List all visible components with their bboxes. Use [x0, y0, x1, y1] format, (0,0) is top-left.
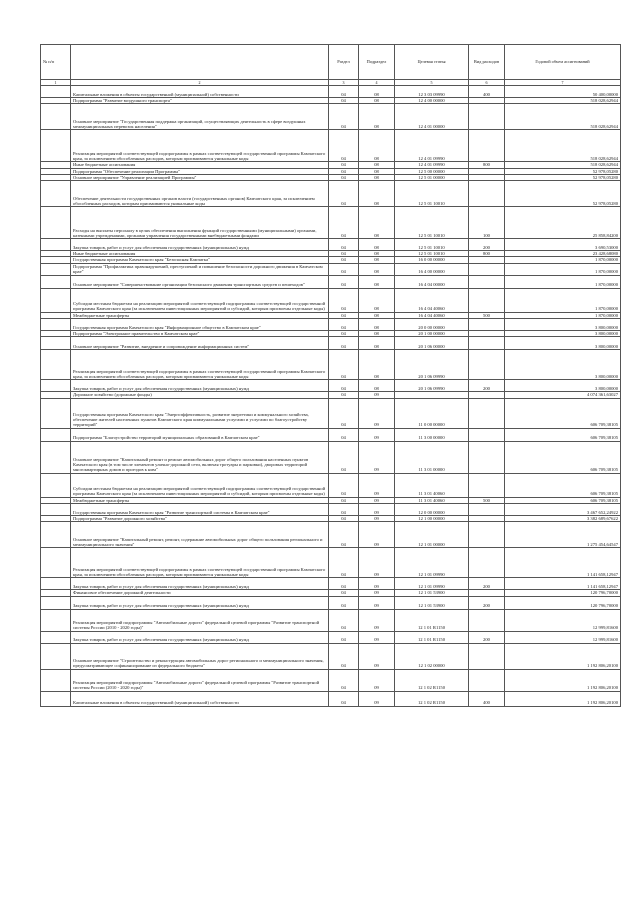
table-row — [41, 578, 621, 590]
table-row — [41, 669, 621, 691]
row-name-cell: Капитальные вложения в объекты государственной (муниципальной) собственности — [71, 691, 329, 706]
row-razdel-cell: 04 — [329, 691, 359, 706]
row-name-cell: Капитальные вложения в объекты государственной (муниципальной) собственности — [71, 86, 329, 98]
table-row — [41, 319, 621, 331]
row-number-cell — [41, 86, 71, 98]
row-amount-cell: 3 800,00000 — [505, 380, 621, 392]
row-razdel-cell: 04 — [329, 337, 359, 350]
table-row — [41, 288, 621, 312]
row-amount-cell: 1 192 806,20100 — [505, 691, 621, 706]
row-podrazdel-cell: 08 — [359, 312, 395, 318]
row-podrazdel-cell: 08 — [359, 168, 395, 174]
row-expense-type-cell — [469, 319, 505, 331]
row-target-article-cell: 12 5 01 10010 — [395, 181, 469, 207]
row-podrazdel-cell: 08 — [359, 174, 395, 180]
row-amount-cell: 1 870,00000 — [505, 275, 621, 288]
row-number-cell — [41, 130, 71, 162]
row-expense-type-cell — [469, 398, 505, 428]
row-podrazdel-cell: 09 — [359, 497, 395, 503]
table-header-row — [41, 45, 621, 80]
row-podrazdel-cell: 08 — [359, 257, 395, 263]
row-razdel-cell: 04 — [329, 643, 359, 669]
row-number-cell — [41, 503, 71, 515]
row-name-cell: Государственная программа Камчатского края "Энергоэффективность, развитие энергетики и коммунального хозяйства, обеспечение жителей населенных пунктов Камчатского края коммунальными услугами и услугами по благоустройству территорий" — [71, 398, 329, 428]
row-podrazdel-cell: 08 — [359, 86, 395, 98]
row-target-article-cell: 12 1 01 53900 — [395, 596, 469, 609]
row-number-cell — [41, 104, 71, 130]
row-name-cell: Реализация мероприятий подпрограммы "Автомобильные дороги" федеральной целевой программы "Развитие транспортной системы России (2010 - 2020 годы)" — [71, 669, 329, 691]
row-podrazdel-cell: 09 — [359, 631, 395, 643]
row-target-article-cell: 16 4 04 40060 — [395, 312, 469, 318]
row-amount-cell: 518 028,62944 — [505, 162, 621, 168]
row-name-cell: Основное мероприятие "Капитальный ремонт, ремонт, содержание автомобильных дорог общего пользования регионального и межмуниципального значения" — [71, 522, 329, 548]
row-expense-type-cell — [469, 350, 505, 380]
row-razdel-cell: 04 — [329, 441, 359, 473]
row-razdel-cell: 04 — [329, 398, 359, 428]
row-amount-cell: 3 467 652,24922 — [505, 503, 621, 515]
row-target-article-cell: 12 1 02 R1150 — [395, 669, 469, 691]
row-podrazdel-cell: 09 — [359, 669, 395, 691]
row-expense-type-cell — [469, 609, 505, 631]
row-razdel-cell: 04 — [329, 380, 359, 392]
row-amount-cell: 606 709,38105 — [505, 473, 621, 497]
table-row — [41, 337, 621, 350]
row-name-cell: Подпрограмма "Развитие дорожного хозяйства" — [71, 515, 329, 521]
row-target-article-cell: 11 3 01 40060 — [395, 473, 469, 497]
row-podrazdel-cell: 09 — [359, 643, 395, 669]
row-target-article-cell: 16 4 00 00000 — [395, 263, 469, 275]
row-name-cell: Межбюджетные трансферты — [71, 497, 329, 503]
row-number-cell — [41, 596, 71, 609]
row-amount-cell: 4 074 361,63027 — [505, 392, 621, 398]
row-number-cell — [41, 578, 71, 590]
row-expense-type-cell — [469, 181, 505, 207]
row-name-cell: Закупка товаров, работ и услуг для обеспечения государственных (муниципальных) нужд — [71, 578, 329, 590]
row-razdel-cell: 04 — [329, 548, 359, 578]
row-number-cell — [41, 643, 71, 669]
row-razdel-cell: 04 — [329, 578, 359, 590]
row-amount-cell: 52 978,05280 — [505, 174, 621, 180]
row-expense-type-cell — [469, 337, 505, 350]
row-target-article-cell: 12 5 01 10010 — [395, 251, 469, 257]
row-amount-cell: 606 709,38105 — [505, 398, 621, 428]
row-number-cell — [41, 239, 71, 251]
row-expense-type-cell: 200 — [469, 380, 505, 392]
row-number-cell — [41, 428, 71, 441]
row-target-article-cell: 12 1 02 R1150 — [395, 691, 469, 706]
row-razdel-cell: 04 — [329, 473, 359, 497]
row-name-cell: Иные бюджетные ассигнования — [71, 162, 329, 168]
row-podrazdel-cell: 09 — [359, 578, 395, 590]
row-razdel-cell: 04 — [329, 174, 359, 180]
row-number-cell — [41, 609, 71, 631]
row-name-cell: Реализация мероприятий подпрограммы "Автомобильные дороги" федеральной целевой программы "Развитие транспортной системы России (2010 - 2020 годы)" — [71, 609, 329, 631]
row-name-cell: Государственная программа Камчатского края "Информационное общество в Камчатском крае" — [71, 319, 329, 331]
row-expense-type-cell: 800 — [469, 162, 505, 168]
row-podrazdel-cell: 09 — [359, 596, 395, 609]
row-podrazdel-cell: 09 — [359, 392, 395, 398]
row-expense-type-cell: 400 — [469, 86, 505, 98]
row-target-article-cell: 12 4 01 00000 — [395, 104, 469, 130]
table-row — [41, 207, 621, 239]
row-amount-cell: 606 709,38105 — [505, 497, 621, 503]
row-amount-cell: 3 690,53000 — [505, 239, 621, 251]
row-name-cell: Государственная программа Камчатского края "Безопасная Камчатка" — [71, 257, 329, 263]
row-name-cell: Основное мероприятие "Управление реализацией Программы" — [71, 174, 329, 180]
row-expense-type-cell — [469, 104, 505, 130]
row-expense-type-cell — [469, 428, 505, 441]
row-number-cell — [41, 548, 71, 578]
row-target-article-cell: 12 1 01 53900 — [395, 590, 469, 596]
row-target-article-cell: 11 3 00 00000 — [395, 428, 469, 441]
row-razdel-cell: 04 — [329, 515, 359, 521]
row-name-cell: Основное мероприятие "Развитие, внедрение и сопровождение информационных систем" — [71, 337, 329, 350]
row-podrazdel-cell: 08 — [359, 319, 395, 331]
header-razdel: Раздел — [329, 45, 359, 80]
row-razdel-cell: 04 — [329, 590, 359, 596]
table-row — [41, 522, 621, 548]
row-razdel-cell: 04 — [329, 288, 359, 312]
row-expense-type-cell — [469, 643, 505, 669]
table-row — [41, 691, 621, 706]
row-name-cell: Закупка товаров, работ и услуг для обеспечения государственных (муниципальных) нужд — [71, 631, 329, 643]
row-amount-cell: 12 999,81600 — [505, 631, 621, 643]
row-expense-type-cell — [469, 263, 505, 275]
row-amount-cell: 3 800,00000 — [505, 337, 621, 350]
header-num: № п/п — [41, 45, 71, 80]
row-podrazdel-cell: 09 — [359, 473, 395, 497]
row-expense-type-cell: 500 — [469, 312, 505, 318]
row-number-cell — [41, 275, 71, 288]
row-podrazdel-cell: 08 — [359, 331, 395, 337]
row-razdel-cell: 04 — [329, 503, 359, 515]
row-amount-cell: 1 141 658,12947 — [505, 548, 621, 578]
row-name-cell: Финансовое обеспечение дорожной деятельности — [71, 590, 329, 596]
row-podrazdel-cell: 08 — [359, 263, 395, 275]
table-row — [41, 275, 621, 288]
column-number: 6 — [469, 80, 505, 86]
row-podrazdel-cell: 09 — [359, 522, 395, 548]
row-name-cell: Основное мероприятие "Строительство и реконструкция автомобильных дорог регионального и межмуниципального значения, предусматривающее софинансирование из федерального бюджета" — [71, 643, 329, 669]
row-target-article-cell: 11 3 01 00000 — [395, 441, 469, 473]
row-expense-type-cell: 400 — [469, 691, 505, 706]
row-name-cell: Обеспечение деятельности государственных органов власти (государственных органов) Камчатского края, за исключением обособленных расходов, которым присваиваются уникальные коды — [71, 181, 329, 207]
row-podrazdel-cell: 08 — [359, 380, 395, 392]
row-podrazdel-cell: 08 — [359, 337, 395, 350]
table-row — [41, 631, 621, 643]
header-name — [71, 45, 329, 80]
row-podrazdel-cell: 08 — [359, 275, 395, 288]
table-row — [41, 398, 621, 428]
row-name-cell: Иные бюджетные ассигнования — [71, 251, 329, 257]
row-razdel-cell: 04 — [329, 319, 359, 331]
row-number-cell — [41, 263, 71, 275]
row-amount-cell: 1 275 454,64547 — [505, 522, 621, 548]
row-target-article-cell: 20 1 06 09990 — [395, 350, 469, 380]
table-row — [41, 548, 621, 578]
row-podrazdel-cell: 09 — [359, 548, 395, 578]
row-amount-cell: 3 382 689,67622 — [505, 515, 621, 521]
row-name-cell: Реализация мероприятий соответствующей подпрограммы в рамках соответствующей государственной программы Камчатского края, за исключением обособленных расходов, которым присваиваются уникальные коды — [71, 548, 329, 578]
header-target-article: Целевая статья — [395, 45, 469, 80]
row-number-cell — [41, 288, 71, 312]
row-amount-cell: 518 028,62944 — [505, 98, 621, 104]
table-row — [41, 104, 621, 130]
row-expense-type-cell: 800 — [469, 251, 505, 257]
row-amount-cell: 518 028,62944 — [505, 104, 621, 130]
row-name-cell: Подпрограмма "Обеспечение реализации Программы" — [71, 168, 329, 174]
row-razdel-cell: 04 — [329, 609, 359, 631]
row-expense-type-cell: 200 — [469, 239, 505, 251]
row-number-cell — [41, 522, 71, 548]
row-target-article-cell: 16 4 04 00000 — [395, 275, 469, 288]
row-target-article-cell: 12 5 01 00000 — [395, 174, 469, 180]
row-name-cell: Подпрограмма "Электронное правительство в Камчатском крае" — [71, 331, 329, 337]
table-row — [41, 503, 621, 515]
row-number-cell — [41, 441, 71, 473]
row-number-cell — [41, 337, 71, 350]
row-podrazdel-cell: 08 — [359, 162, 395, 168]
row-razdel-cell: 04 — [329, 275, 359, 288]
row-target-article-cell: 12 0 00 00000 — [395, 503, 469, 515]
row-podrazdel-cell: 08 — [359, 181, 395, 207]
row-target-article-cell: 11 0 00 00000 — [395, 398, 469, 428]
row-number-cell — [41, 691, 71, 706]
row-number-cell — [41, 473, 71, 497]
row-target-article-cell: 12 1 01 R1150 — [395, 609, 469, 631]
row-target-article-cell: 12 1 01 00000 — [395, 522, 469, 548]
row-razdel-cell: 04 — [329, 263, 359, 275]
row-podrazdel-cell: 08 — [359, 207, 395, 239]
row-expense-type-cell — [469, 522, 505, 548]
row-name-cell: Закупка товаров, работ и услуг для обеспечения государственных (муниципальных) нужд — [71, 596, 329, 609]
row-name-cell: Дорожное хозяйство (дорожные фонды) — [71, 392, 329, 398]
column-number: 7 — [505, 80, 621, 86]
row-podrazdel-cell: 09 — [359, 503, 395, 515]
row-expense-type-cell — [469, 473, 505, 497]
row-name-cell: Основное мероприятие "Государственная поддержка организаций, осуществляющих деятельность в сфере воздушных межмуниципальных перевозок населения" — [71, 104, 329, 130]
row-amount-cell: 12 999,81600 — [505, 609, 621, 631]
row-razdel-cell: 04 — [329, 251, 359, 257]
row-expense-type-cell: 200 — [469, 596, 505, 609]
table-row — [41, 86, 621, 98]
row-razdel-cell: 04 — [329, 669, 359, 691]
row-razdel-cell: 04 — [329, 331, 359, 337]
row-number-cell — [41, 398, 71, 428]
row-podrazdel-cell: 09 — [359, 398, 395, 428]
row-amount-cell: 606 709,38105 — [505, 441, 621, 473]
row-podrazdel-cell: 08 — [359, 350, 395, 380]
row-name-cell: Основное мероприятие "Совершенствование организации безопасного движения транспортных средств и пешеходов" — [71, 275, 329, 288]
row-razdel-cell: 04 — [329, 104, 359, 130]
row-name-cell: Подпрограмма "Благоустройство территорий муниципальных образований в Камчатском крае" — [71, 428, 329, 441]
table-row — [41, 380, 621, 392]
row-name-cell: Межбюджетные трансферты — [71, 312, 329, 318]
row-number-cell — [41, 631, 71, 643]
row-expense-type-cell — [469, 669, 505, 691]
row-razdel-cell: 04 — [329, 257, 359, 263]
row-amount-cell: 1 192 806,20100 — [505, 643, 621, 669]
row-name-cell: Реализация мероприятий соответствующей подпрограммы в рамках соответствующей государственной программы Камчатского края, за исключением обособленных расходов, которым присваиваются уникальные коды — [71, 350, 329, 380]
row-razdel-cell: 04 — [329, 350, 359, 380]
row-target-article-cell: 12 4 00 00000 — [395, 98, 469, 104]
row-expense-type-cell — [469, 288, 505, 312]
budget-table-sheet — [40, 44, 620, 707]
row-name-cell: Подпрограмма "Развитие воздушного транспорта" — [71, 98, 329, 104]
row-amount-cell: 518 028,62944 — [505, 130, 621, 162]
table-row — [41, 609, 621, 631]
row-amount-cell: 1 870,00000 — [505, 263, 621, 275]
row-name-cell: Реализация мероприятий соответствующей подпрограммы в рамках соответствующей государственной программы Камчатского края, за исключением обособленных расходов, которым присваиваются уникальные коды — [71, 130, 329, 162]
row-razdel-cell: 04 — [329, 392, 359, 398]
row-amount-cell: 1 192 806,20100 — [505, 669, 621, 691]
row-razdel-cell: 04 — [329, 239, 359, 251]
row-name-cell: Государственная программа Камчатского края "Развитие транспортной системы в Камчатском крае" — [71, 503, 329, 515]
column-number: 3 — [329, 80, 359, 86]
row-number-cell — [41, 207, 71, 239]
row-podrazdel-cell: 08 — [359, 251, 395, 257]
row-podrazdel-cell: 09 — [359, 515, 395, 521]
row-number-cell — [41, 319, 71, 331]
row-amount-cell: 120 796,70000 — [505, 596, 621, 609]
row-amount-cell: 3 800,00000 — [505, 331, 621, 337]
row-podrazdel-cell: 08 — [359, 98, 395, 104]
row-target-article-cell: 12 5 01 10010 — [395, 207, 469, 239]
row-target-article-cell: 20 1 06 00000 — [395, 337, 469, 350]
row-podrazdel-cell: 09 — [359, 609, 395, 631]
row-expense-type-cell: 200 — [469, 631, 505, 643]
row-name-cell: Основное мероприятие "Капитальный ремонт и ремонт автомобильных дорог общего пользования населенных пунктов Камчатского края (в том числе элементов улично-дорожной сети, включая тротуары и парковки), дворовых территорий многоквартирных домов и проездов к ним" — [71, 441, 329, 473]
table-row — [41, 239, 621, 251]
table-row — [41, 263, 621, 275]
row-expense-type-cell — [469, 130, 505, 162]
row-target-article-cell: 16 4 04 40060 — [395, 288, 469, 312]
table-row — [41, 643, 621, 669]
table-row — [41, 596, 621, 609]
table-row — [41, 441, 621, 473]
row-podrazdel-cell: 09 — [359, 691, 395, 706]
row-target-article-cell: 20 0 00 00000 — [395, 319, 469, 331]
row-podrazdel-cell: 08 — [359, 239, 395, 251]
row-name-cell: Закупка товаров, работ и услуг для обеспечения государственных (муниципальных) нужд — [71, 239, 329, 251]
row-amount-cell: 3 800,00000 — [505, 319, 621, 331]
row-amount-cell: 1 141 658,12947 — [505, 578, 621, 590]
row-target-article-cell: 12 5 01 10010 — [395, 239, 469, 251]
row-razdel-cell: 04 — [329, 98, 359, 104]
row-expense-type-cell: 500 — [469, 497, 505, 503]
row-amount-cell: 25 858,84200 — [505, 207, 621, 239]
column-number: 5 — [395, 80, 469, 86]
row-target-article-cell: 12 1 00 00000 — [395, 515, 469, 521]
row-expense-type-cell — [469, 548, 505, 578]
row-podrazdel-cell: 08 — [359, 288, 395, 312]
row-name-cell: Субсидии местным бюджетам на реализацию мероприятий соответствующей подпрограммы соответствующей государственной программы Камчатского края (за исключением инвестиционных мероприятий и субсидий, которым присвоены отдельные коды) — [71, 473, 329, 497]
row-razdel-cell: 04 — [329, 130, 359, 162]
row-amount-cell: 52 978,05280 — [505, 181, 621, 207]
row-target-article-cell: 12 1 01 R1150 — [395, 631, 469, 643]
row-amount-cell: 1 870,00000 — [505, 312, 621, 318]
row-target-article-cell: 16 0 00 00000 — [395, 257, 469, 263]
row-number-cell — [41, 380, 71, 392]
table-row — [41, 473, 621, 497]
row-amount-cell: 52 978,05280 — [505, 168, 621, 174]
row-target-article-cell: 20 1 00 00000 — [395, 331, 469, 337]
column-number: 1 — [41, 80, 71, 86]
header-annual-amount: Годовой объем ассигнований — [505, 45, 621, 80]
row-number-cell — [41, 181, 71, 207]
row-razdel-cell: 04 — [329, 86, 359, 98]
row-amount-cell: 1 870,00000 — [505, 288, 621, 312]
table-row — [41, 130, 621, 162]
header-expense-type: Вид расходов — [469, 45, 505, 80]
row-target-article-cell: 12 1 01 09990 — [395, 548, 469, 578]
row-amount-cell: 120 796,70000 — [505, 590, 621, 596]
row-target-article-cell: 12 4 01 09990 — [395, 130, 469, 162]
row-target-article-cell: 12 1 01 09990 — [395, 578, 469, 590]
table-row — [41, 428, 621, 441]
row-name-cell: Подпрограмма "Профилактика правонарушений, преступлений и повышение безопасности дорожного движения в Камчатском крае" — [71, 263, 329, 275]
row-podrazdel-cell: 09 — [359, 428, 395, 441]
row-razdel-cell: 04 — [329, 168, 359, 174]
row-podrazdel-cell: 08 — [359, 130, 395, 162]
row-razdel-cell: 04 — [329, 522, 359, 548]
row-target-article-cell: 12 1 02 00000 — [395, 643, 469, 669]
row-number-cell — [41, 669, 71, 691]
column-number: 4 — [359, 80, 395, 86]
row-amount-cell: 606 709,38105 — [505, 428, 621, 441]
row-target-article-cell: 20 1 06 09990 — [395, 380, 469, 392]
row-name-cell: Субсидии местным бюджетам на реализацию мероприятий соответствующей подпрограммы соответствующей государственной программы Камчатского края (за исключением инвестиционных мероприятий и субсидий, которым присвоены отдельные коды) — [71, 288, 329, 312]
row-podrazdel-cell: 08 — [359, 104, 395, 130]
row-razdel-cell: 04 — [329, 181, 359, 207]
row-expense-type-cell: 100 — [469, 207, 505, 239]
row-name-cell: Расходы на выплаты персоналу в целях обеспечения выполнения функций государственными (муниципальными) органами, казенными учреждениями, органами управления государственными внебюджетными фондами — [71, 207, 329, 239]
row-razdel-cell: 04 — [329, 497, 359, 503]
row-podrazdel-cell: 09 — [359, 441, 395, 473]
row-amount-cell: 23 428,68080 — [505, 251, 621, 257]
row-amount-cell: 1 870,00000 — [505, 257, 621, 263]
row-razdel-cell: 04 — [329, 596, 359, 609]
row-expense-type-cell — [469, 441, 505, 473]
row-razdel-cell: 04 — [329, 428, 359, 441]
row-target-article-cell: 12 3 03 09990 — [395, 86, 469, 98]
row-target-article-cell: 12 4 01 09990 — [395, 162, 469, 168]
budget-table — [40, 44, 621, 707]
table-row — [41, 350, 621, 380]
row-razdel-cell: 04 — [329, 631, 359, 643]
row-razdel-cell: 04 — [329, 312, 359, 318]
row-number-cell — [41, 350, 71, 380]
row-podrazdel-cell: 09 — [359, 590, 395, 596]
row-expense-type-cell — [469, 503, 505, 515]
table-row — [41, 181, 621, 207]
row-expense-type-cell — [469, 275, 505, 288]
row-razdel-cell: 04 — [329, 207, 359, 239]
column-number: 2 — [71, 80, 329, 86]
row-amount-cell: 3 800,00000 — [505, 350, 621, 380]
row-name-cell: Закупка товаров, работ и услуг для обеспечения государственных (муниципальных) нужд — [71, 380, 329, 392]
row-target-article-cell: 11 3 01 40060 — [395, 497, 469, 503]
row-razdel-cell: 04 — [329, 162, 359, 168]
row-target-article-cell: 12 5 00 00000 — [395, 168, 469, 174]
row-amount-cell: 50 400,00000 — [505, 86, 621, 98]
header-podrazdel: Подраздел — [359, 45, 395, 80]
row-expense-type-cell: 200 — [469, 578, 505, 590]
